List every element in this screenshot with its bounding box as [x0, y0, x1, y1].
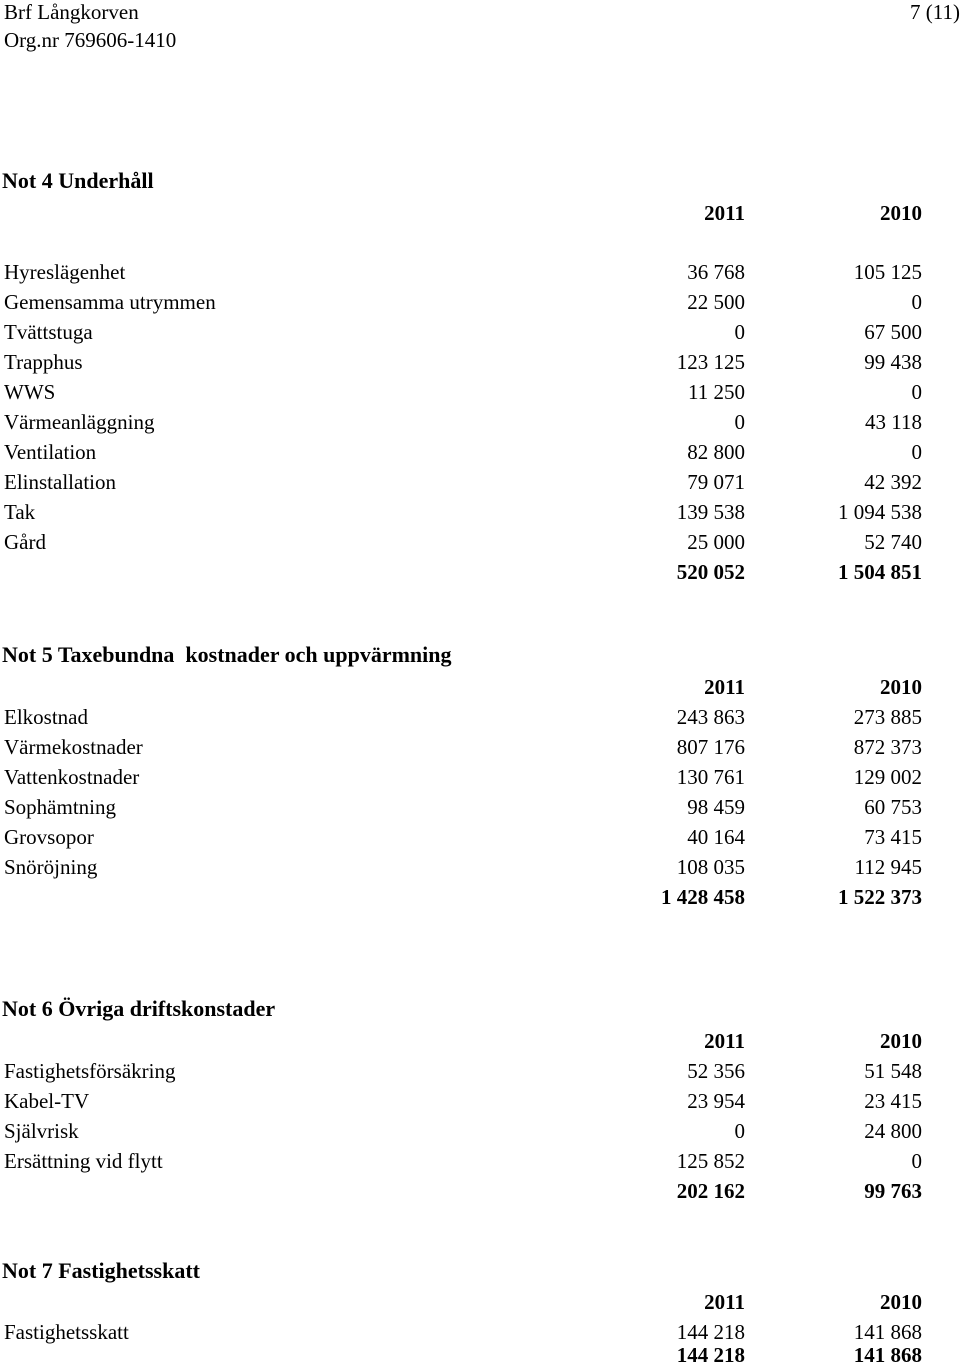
value-2010: 105 125	[853, 260, 922, 284]
table-row	[0, 732, 960, 762]
table-row	[0, 1146, 960, 1176]
note-4-title: Not 4 Underhåll	[2, 168, 154, 193]
value-2010: 73 415	[864, 825, 922, 849]
row-label: Gemensamma utrymmen	[4, 290, 216, 314]
value-2010: 67 500	[864, 320, 922, 344]
row-label: Fastighetsförsäkring	[4, 1059, 176, 1083]
value-2010: 23 415	[864, 1089, 922, 1113]
value-2011: 25 000	[687, 530, 745, 554]
value-2010: 42 392	[864, 470, 922, 494]
value-2011: 82 800	[687, 440, 745, 464]
value-2010: 0	[911, 290, 922, 314]
note-5-title: Not 5 Taxebundna kostnader och uppvärmning	[2, 642, 452, 667]
row-label: Vattenkostnader	[4, 765, 140, 789]
table-row	[0, 702, 960, 732]
value-2011: 0	[734, 320, 745, 344]
row-label: Grovsopor	[4, 825, 94, 849]
value-2010: 60 753	[864, 795, 922, 819]
note-6-title: Not 6 Övriga driftskonstader	[2, 996, 276, 1021]
year-2010-header: 2010	[880, 675, 922, 699]
table-row	[0, 257, 960, 287]
page-number: 7 (11)	[910, 0, 960, 24]
table-row	[0, 437, 960, 467]
value-2011: 243 863	[676, 705, 745, 729]
value-2011: 52 356	[687, 1059, 745, 1083]
row-label: Kabel-TV	[4, 1089, 90, 1113]
total-2010: 1 504 851	[838, 560, 922, 584]
row-label: Snöröjning	[4, 855, 98, 879]
value-2011: 98 459	[687, 795, 745, 819]
value-2011: 23 954	[687, 1089, 745, 1113]
row-label: Hyreslägenhet	[4, 260, 126, 284]
total-row	[0, 882, 960, 912]
note-6-year-header	[0, 1026, 960, 1056]
value-2011: 139 538	[676, 500, 745, 524]
value-2010: 273 885	[853, 705, 922, 729]
year-2011-header: 2011	[704, 1029, 745, 1053]
total-2010: 99 763	[864, 1179, 922, 1203]
row-label: WWS	[4, 380, 56, 404]
value-2010: 1 094 538	[838, 500, 922, 524]
note-7-year-header	[0, 1287, 960, 1317]
value-2011: 11 250	[688, 380, 745, 404]
table-row	[0, 497, 960, 527]
table-row	[0, 1086, 960, 1116]
total-2011: 520 052	[676, 560, 745, 584]
total-2011: 1 428 458	[661, 885, 745, 909]
table-row	[0, 287, 960, 317]
row-label: Självrisk	[4, 1119, 79, 1143]
value-2010: 99 438	[864, 350, 922, 374]
value-2010: 129 002	[853, 765, 922, 789]
table-row	[0, 527, 960, 557]
note-4-year-header	[0, 198, 960, 228]
row-label: Tak	[4, 500, 36, 524]
table-row	[0, 1056, 960, 1086]
table-row	[0, 762, 960, 792]
note-5-year-header	[0, 672, 960, 702]
row-label: Elinstallation	[4, 470, 116, 494]
value-2011: 125 852	[676, 1149, 745, 1173]
value-2011: 130 761	[676, 765, 745, 789]
value-2011: 79 071	[687, 470, 745, 494]
total-row	[0, 1176, 960, 1206]
value-2010: 51 548	[864, 1059, 922, 1083]
value-2011: 108 035	[676, 855, 745, 879]
value-2011: 0	[734, 410, 745, 434]
value-2010: 24 800	[864, 1119, 922, 1143]
table-row	[0, 822, 960, 852]
note-7-title: Not 7 Fastighetsskatt	[2, 1258, 200, 1283]
organization-name: Brf Långkorven	[4, 0, 139, 24]
year-2011-header: 2011	[704, 675, 745, 699]
value-2011: 123 125	[676, 350, 745, 374]
row-label: Trapphus	[4, 350, 83, 374]
row-label: Värmeanläggning	[4, 410, 155, 434]
total-2011: 202 162	[676, 1179, 745, 1203]
year-2010-header: 2010	[880, 201, 922, 225]
total-row	[0, 1340, 960, 1370]
row-label: Ersättning vid flytt	[4, 1149, 163, 1173]
table-row	[0, 852, 960, 882]
year-2010-header: 2010	[880, 1029, 922, 1053]
value-2011: 22 500	[687, 290, 745, 314]
year-2011-header: 2011	[704, 201, 745, 225]
value-2010: 52 740	[864, 530, 922, 554]
organization-number: Org.nr 769606-1410	[4, 28, 177, 52]
value-2010: 0	[911, 380, 922, 404]
value-2011: 144 218	[676, 1320, 745, 1344]
table-row	[0, 317, 960, 347]
year-2010-header: 2010	[880, 1290, 922, 1314]
table-row	[0, 467, 960, 497]
year-2011-header: 2011	[704, 1290, 745, 1314]
row-label: Tvättstuga	[4, 320, 93, 344]
value-2011: 36 768	[687, 260, 745, 284]
value-2010: 872 373	[853, 735, 922, 759]
value-2010: 0	[911, 1149, 922, 1173]
row-label: Gård	[4, 530, 46, 554]
total-row	[0, 557, 960, 587]
value-2011: 40 164	[687, 825, 745, 849]
row-label: Elkostnad	[4, 705, 88, 729]
value-2010: 141 868	[853, 1320, 922, 1344]
value-2011: 807 176	[676, 735, 745, 759]
row-label: Ventilation	[4, 440, 97, 464]
row-label: Fastighetsskatt	[4, 1320, 129, 1344]
total-2010: 141 868	[853, 1343, 922, 1367]
row-label: Sophämtning	[4, 795, 117, 819]
value-2011: 0	[734, 1119, 745, 1143]
table-row	[0, 407, 960, 437]
value-2010: 0	[911, 440, 922, 464]
table-row	[0, 1116, 960, 1146]
row-label: Värmekostnader	[4, 735, 143, 759]
total-2011: 144 218	[676, 1343, 745, 1367]
table-row	[0, 347, 960, 377]
table-row	[0, 792, 960, 822]
table-row	[0, 377, 960, 407]
value-2010: 112 945	[854, 855, 922, 879]
value-2010: 43 118	[865, 410, 922, 434]
total-2010: 1 522 373	[838, 885, 922, 909]
